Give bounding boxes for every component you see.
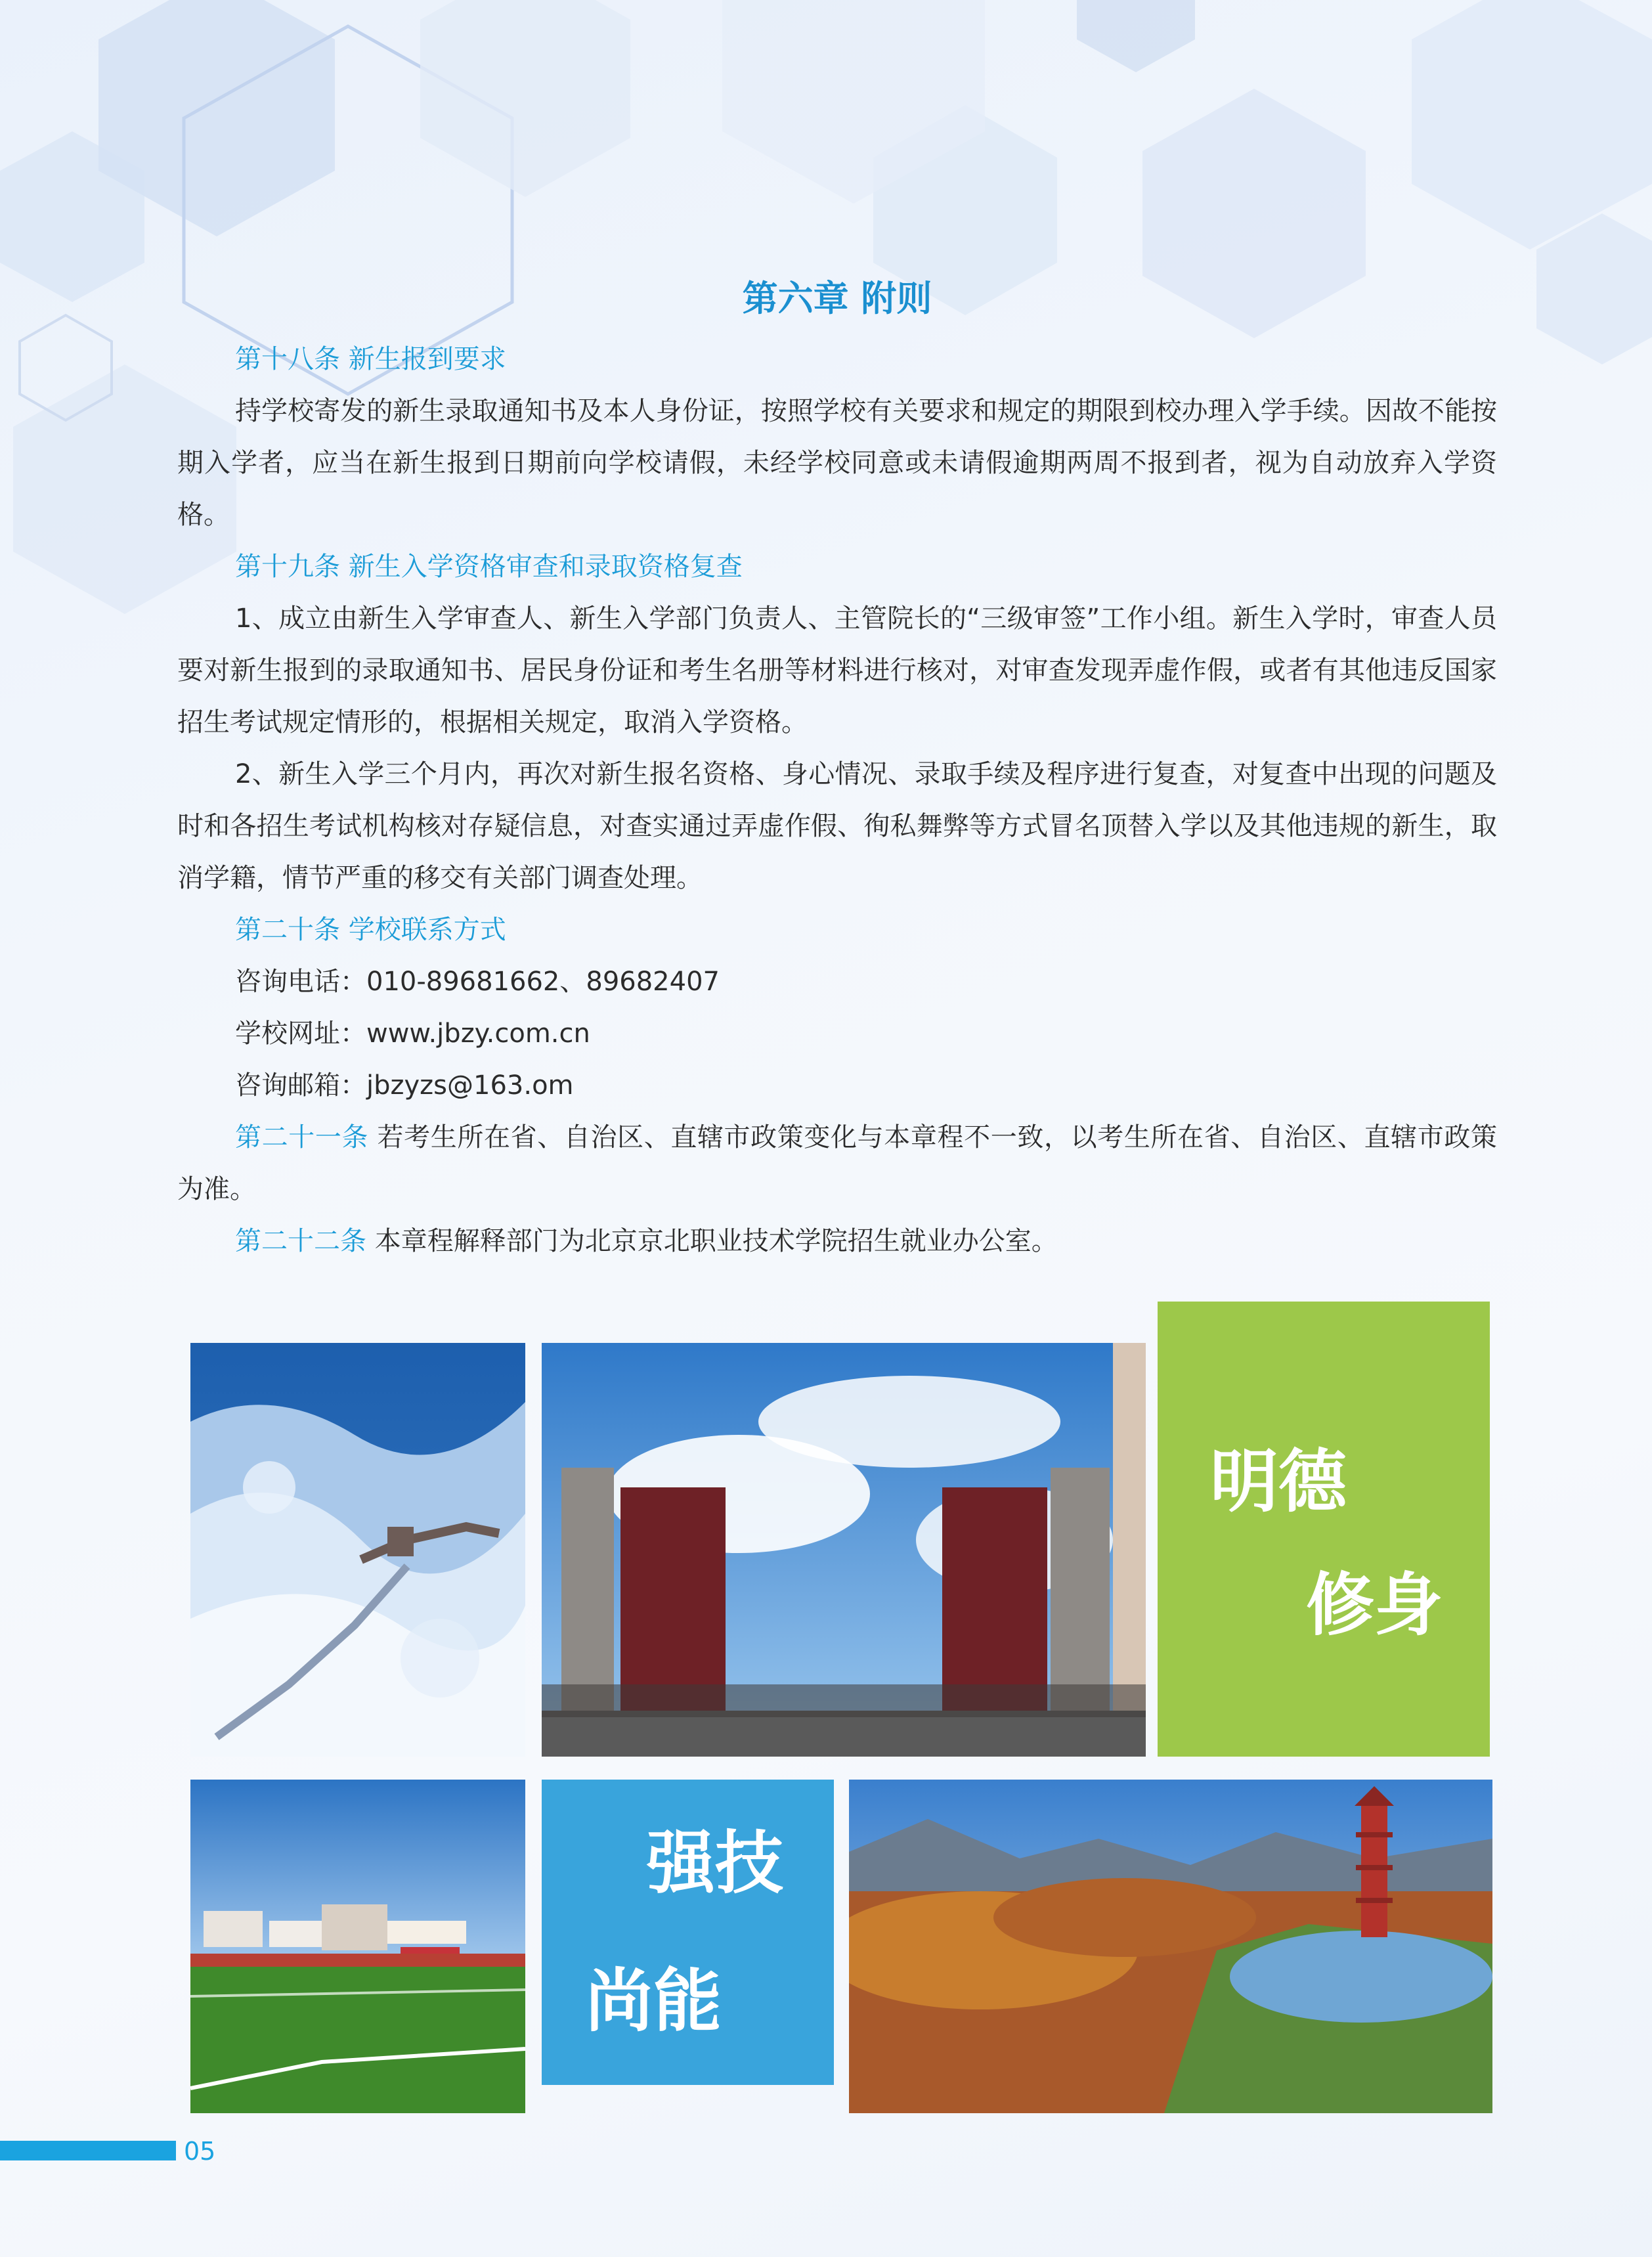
page-number: 05 — [184, 2137, 216, 2166]
motto-tile-blue — [542, 1780, 834, 2085]
article-22-text: 本章程解释部门为北京京北职业技术学院招生就业办公室。 — [366, 1226, 1058, 1257]
article-21-text: 若考生所在省、自治区、直辖市政策变化与本章程不一致，以考生所在省、自治区、直辖市政策为准。 — [177, 1122, 1498, 1205]
motto-tile-green — [1158, 1302, 1490, 1757]
article-21 — [177, 1112, 1497, 1216]
article-19-paragraph-1: 1、成立由新生入学审查人、新生入学部门负责人、主管院长的“三级审签”工作小组。新生入学时，审查人员要对新生报到的录取通知书、居民身份证和考生名册等材料进行核对，对审查发现弄虚作假，或者有其他违反国家招生考试规定情形的，根据相关规定，取消入学资格。 — [177, 603, 1497, 738]
pagoda-lake-photo — [849, 1780, 1492, 2113]
article-19-heading: 第十九条 新生入学资格审查和录取资格复查 — [235, 552, 743, 582]
sports-field-photo — [190, 1780, 525, 2113]
campus-gate-photo — [542, 1343, 1146, 1757]
article-21-heading: 第二十一条 — [235, 1122, 369, 1153]
contact-website: 学校网址：www.jbzy.com.cn — [235, 1019, 590, 1049]
article-18-paragraph: 持学校寄发的新生录取通知书及本人身份证，按照学校有关要求和规定的期限到校办理入学手续。因故不能按期入学者，应当在新生报到日期前向学校请假，未经学校同意或未请假逾期两周不报到者，视为自动放弃入学资格。 — [177, 396, 1497, 531]
motto-word-qiangji: 强技 — [647, 1823, 784, 1903]
contact-phone: 咨询电话：010-89681662、89682407 — [235, 967, 720, 997]
article-22-heading: 第二十二条 — [235, 1226, 366, 1257]
motto-word-mingde: 明德 — [1210, 1441, 1347, 1522]
snowy-great-wall-photo — [190, 1343, 525, 1757]
article-22 — [177, 1216, 1497, 1267]
chapter-title: 第六章 附则 — [742, 278, 932, 319]
article-18-heading: 第十八条 新生报到要求 — [235, 344, 506, 375]
article-19-paragraph-2: 2、新生入学三个月内，再次对新生报名资格、身心情况、录取手续及程序进行复查，对复查中出现的问题及时和各招生考试机构核对存疑信息，对查实通过弄虚作假、徇私舞弊等方式冒名顶替入学以及其他违规的新生，取消学籍，情节严重的移交有关部门调查处理。 — [177, 759, 1497, 894]
footer-accent-bar — [0, 2141, 176, 2160]
regulations-text — [177, 276, 1497, 1267]
contact-email: 咨询邮箱：jbzyzs@163.om — [235, 1070, 574, 1101]
motto-word-shangneng: 尚能 — [585, 1961, 722, 2041]
article-20-heading: 第二十条 学校联系方式 — [235, 915, 506, 946]
motto-word-xiushen: 修身 — [1306, 1565, 1443, 1645]
